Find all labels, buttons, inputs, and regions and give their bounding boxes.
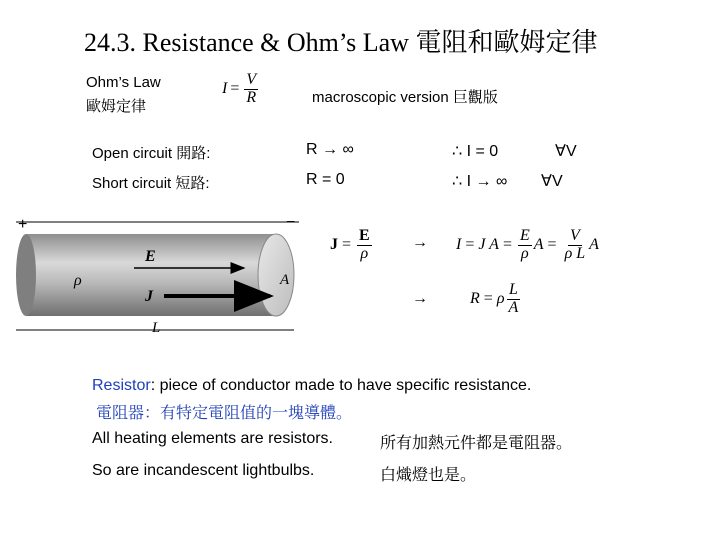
resistor-definition-zh: 電阻器：有特定電阻值的一塊導體。: [96, 405, 353, 422]
minus-sign: −: [286, 214, 296, 231]
open-circuit-result: ∴ I = 0: [452, 143, 499, 160]
lightbulb-text-zh: 白熾燈也是。: [380, 467, 477, 484]
plus-sign: +: [18, 216, 28, 233]
formula-v: V: [246, 71, 257, 88]
short-circuit-forall: ∀V: [541, 173, 563, 190]
j-label: J: [145, 288, 153, 305]
ohms-law-label-en: Ohm’s Law: [86, 74, 161, 91]
open-circuit-label: Open circuit 開路:: [92, 145, 211, 162]
cylinder-left-end: [16, 234, 36, 316]
formula-equals: =: [230, 80, 240, 98]
short-circuit-label: Short circuit 短路:: [92, 175, 210, 192]
rho-label: ρ: [74, 272, 82, 289]
short-circuit-result: ∴ I → ∞: [452, 173, 508, 190]
e-field-label: E: [145, 248, 156, 265]
ohms-law-formula: [222, 72, 260, 107]
ohms-law-label-zh: 歐姆定律: [86, 98, 147, 115]
area-label: A: [280, 272, 290, 288]
heating-elements-text-zh: 所有加熱元件都是電阻器。: [380, 435, 573, 452]
formula-i: I: [222, 80, 228, 98]
open-circuit-condition: R → ∞: [306, 141, 354, 158]
current-density-equation: J = $\frac{E}{\rho}$: [330, 227, 370, 262]
implies-arrow-1: →: [412, 234, 428, 251]
resistor-definition-text: : piece of conductor made to have specific resistance.: [150, 377, 532, 394]
open-circuit-forall: ∀V: [555, 143, 577, 160]
length-label: L: [152, 320, 161, 336]
implies-arrow-2: →: [412, 290, 428, 307]
page-title: 24.3. Resistance & Ohm’s Law 電阻和歐姆定律: [84, 28, 598, 57]
macroscopic-version-label: macroscopic version 巨觀版: [312, 89, 498, 106]
resistor-definition: [92, 377, 531, 395]
lightbulb-text: So are incandescent lightbulbs.: [92, 462, 315, 479]
resistance-equation: R = ρ $\frac{L}{A}$: [470, 281, 519, 316]
short-circuit-condition: R = 0: [306, 171, 345, 188]
heating-elements-text: All heating elements are resistors.: [92, 430, 333, 447]
resistor-word: Resistor: [92, 377, 151, 394]
formula-r: R: [246, 88, 257, 106]
current-equation: I = J A = $\frac{E}{\rho}$ A = $\frac{V}{\text{ρ L}}$ A: [456, 227, 599, 262]
